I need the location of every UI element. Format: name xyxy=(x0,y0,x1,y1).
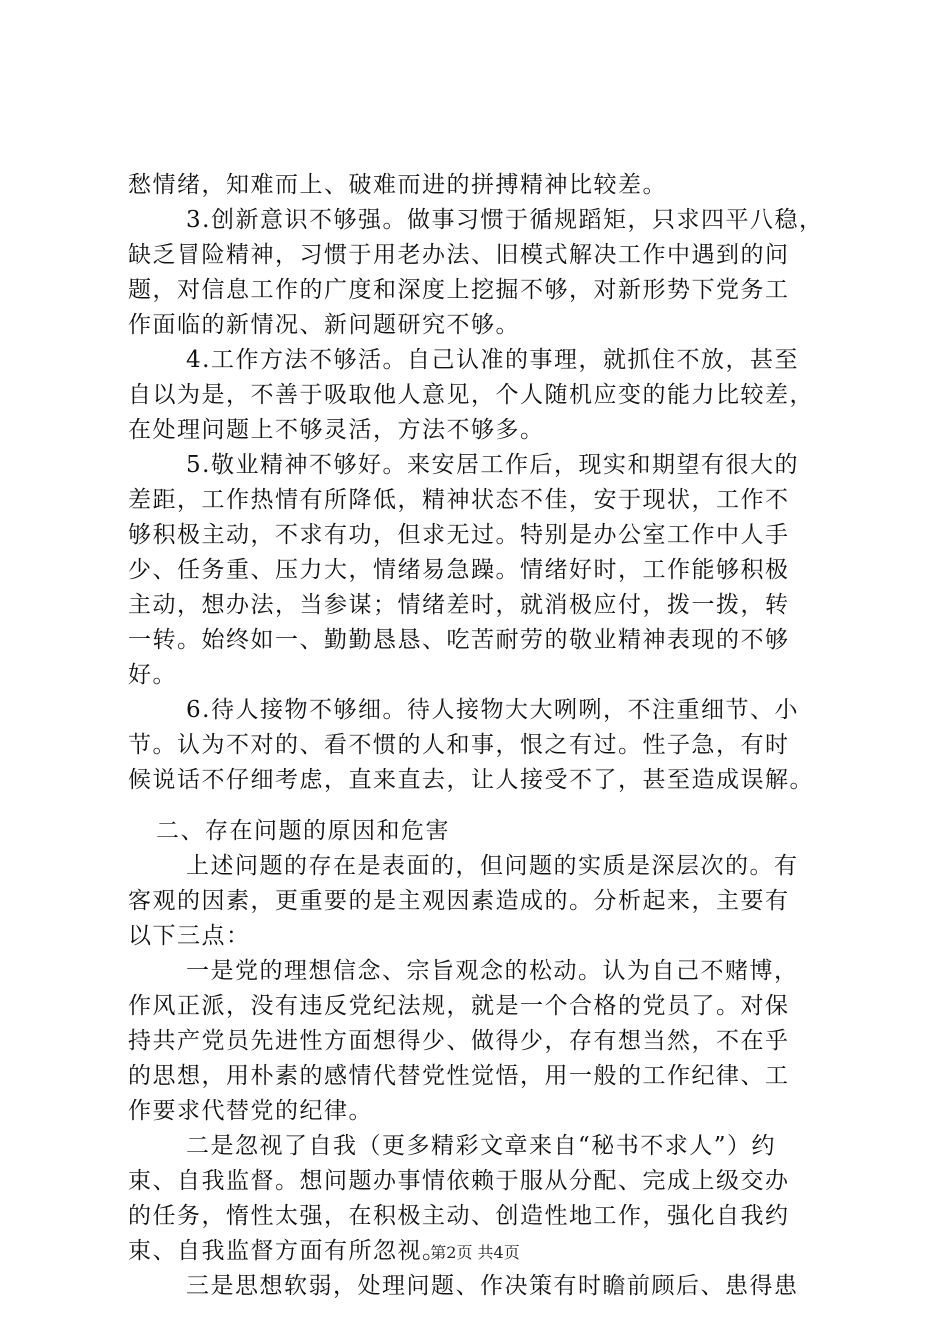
text-line: 4.工作方法不够活。自己认准的事理，就抓住不放，甚至 xyxy=(186,347,799,373)
text-line: 6.待人接物不够细。待人接物大大咧咧，不注重细节、小 xyxy=(186,697,799,723)
text-line: 以下三点： xyxy=(128,923,251,949)
text-line: 5.敬业精神不够好。来安居工作后，现实和期望有很大的 xyxy=(186,452,799,478)
text-line: 束、自我监督方面有所忽视。 xyxy=(128,1238,447,1264)
text-line: 持共产党员先进性方面想得少、做得少，存有想当然，不在乎 xyxy=(128,1028,790,1054)
text-line: 三是思想软弱，处理问题、作决策有时瞻前顾后、患得患 xyxy=(186,1273,799,1299)
text-line: 一是党的理想信念、宗旨观念的松动。认为自己不赌博， xyxy=(186,958,799,984)
section-heading: 二、存在问题的原因和危害 xyxy=(156,818,450,844)
text-line: 好。 xyxy=(128,662,177,688)
text-line: 3.创新意识不够强。做事习惯于循规蹈矩，只求四平八稳， xyxy=(186,207,824,233)
paragraph-gap xyxy=(128,798,828,814)
text-line: 愁情绪，知难而上、破难而进的拼搏精神比较差。 xyxy=(128,172,667,198)
text-line: 题，对信息工作的广度和深度上挖掘不够，对新形势下党务工 xyxy=(128,277,790,303)
text-line: 缺乏冒险精神，习惯于用老办法、旧模式解决工作中遇到的问 xyxy=(128,242,790,268)
text-line: 作要求代替党的纪律。 xyxy=(128,1098,373,1124)
text-line: 的思想，用朴素的感情代替党性觉悟，用一般的工作纪律、工 xyxy=(128,1063,790,1089)
text-line: 二是忽视了自我（更多精彩文章来自“秘书不求人”）约 xyxy=(186,1133,777,1159)
text-line: 客观的因素，更重要的是主观因素造成的。分析起来，主要有 xyxy=(128,888,790,914)
text-line: 作风正派，没有违反党纪法规，就是一个合格的党员了。对保 xyxy=(128,993,790,1019)
text-line: 束、自我监督。想问题办事情依赖于服从分配、完成上级交办 xyxy=(128,1168,790,1194)
text-line: 差距，工作热情有所降低，精神状态不佳，安于现状，工作不 xyxy=(128,487,790,513)
text-line: 节。认为不对的、看不惯的人和事，恨之有过。性子急，有时 xyxy=(128,732,790,758)
text-line: 在处理问题上不够灵活，方法不够多。 xyxy=(128,417,545,443)
document-body xyxy=(128,168,828,1304)
text-line: 上述问题的存在是表面的，但问题的实质是深层次的。有 xyxy=(186,853,799,879)
text-line: 少、任务重、压力大，情绪易急躁。情绪好时，工作能够积极 xyxy=(128,557,790,583)
text-line: 够积极主动，不求有功，但求无过。特别是办公室工作中人手 xyxy=(128,522,790,548)
text-line: 自以为是，不善于吸取他人意见，个人随机应变的能力比较差， xyxy=(128,382,814,408)
text-line: 候说话不仔细考虑，直来直去，让人接受不了，甚至造成误解。 xyxy=(128,767,814,793)
page-footer: 第2页 共4页 xyxy=(430,1243,520,1262)
text-line: 一转。始终如一、勤勤恳恳、吃苦耐劳的敬业精神表现的不够 xyxy=(128,627,790,653)
text-line: 的任务，惰性太强，在积极主动、创造性地工作，强化自我约 xyxy=(128,1203,790,1229)
text-line: 作面临的新情况、新问题研究不够。 xyxy=(128,312,520,338)
text-line: 主动，想办法，当参谋；情绪差时，就消极应付，拨一拨，转 xyxy=(128,592,790,618)
